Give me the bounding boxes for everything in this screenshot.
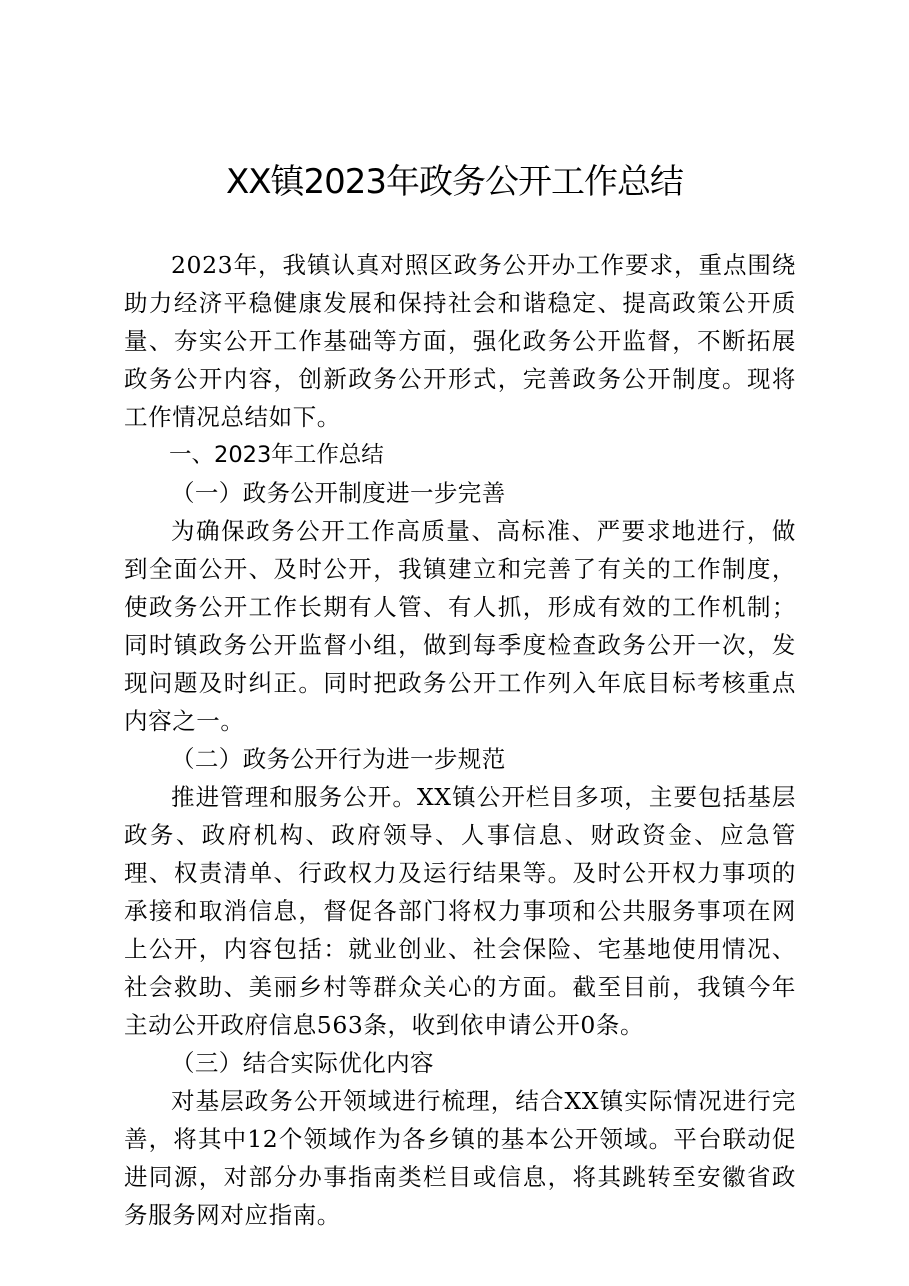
subsection-paragraph-2: 推进管理和服务公开。XX镇公开栏目多项，主要包括基层政务、政府机构、政府领导、人事信息、财政资金、应急管理、权责清单、行政权力及运行结果等。及时公开权力事项的承接和取消信息，督促各部门将权力事项和公共服务事项在网上公开，内容包括：就业创业、社会保险、宅基地使用情况、社会救助、美丽乡村等群众关心的方面。截至目前，我镇今年主动公开政府信息563条，收到依申请公开0条。	[124, 783, 796, 1039]
section-heading-1: 一、2023年工作总结	[169, 442, 384, 468]
document-title: XX镇2023年政务公开工作总结	[225, 162, 684, 202]
subsection-heading-3: （三）结合实际优化内容	[171, 1049, 434, 1077]
subsection-heading-2: （二）政务公开行为进一步规范	[171, 745, 506, 773]
intro-paragraph: 2023年，我镇认真对照区政务公开办工作要求，重点围绕助力经济平稳健康发展和保持社会和谐稳定、提高政策公开质量、夯实公开工作基础等方面，强化政务公开监督，不断拓展政务公开内容，创新政务公开形式，完善政务公开制度。现将工作情况总结如下。	[124, 251, 796, 431]
subsection-heading-1: （一）政务公开制度进一步完善	[171, 479, 506, 507]
subsection-paragraph-1: 为确保政务公开工作高质量、高标准、严要求地进行，做到全面公开、及时公开，我镇建立和完善了有关的工作制度，使政务公开工作长期有人管、有人抓，形成有效的工作机制；同时镇政务公开监督小组，做到每季度检查政务公开一次，发现问题及时纠正。同时把政务公开工作列入年底目标考核重点内容之一。	[124, 517, 796, 735]
subsection-paragraph-3: 对基层政务公开领域进行梳理，结合XX镇实际情况进行完善，将其中12个领域作为各乡镇的基本公开领域。平台联动促进同源，对部分办事指南类栏目或信息，将其跳转至安徽省政务服务网对应指南。	[124, 1087, 796, 1229]
document-body	[124, 246, 796, 1234]
